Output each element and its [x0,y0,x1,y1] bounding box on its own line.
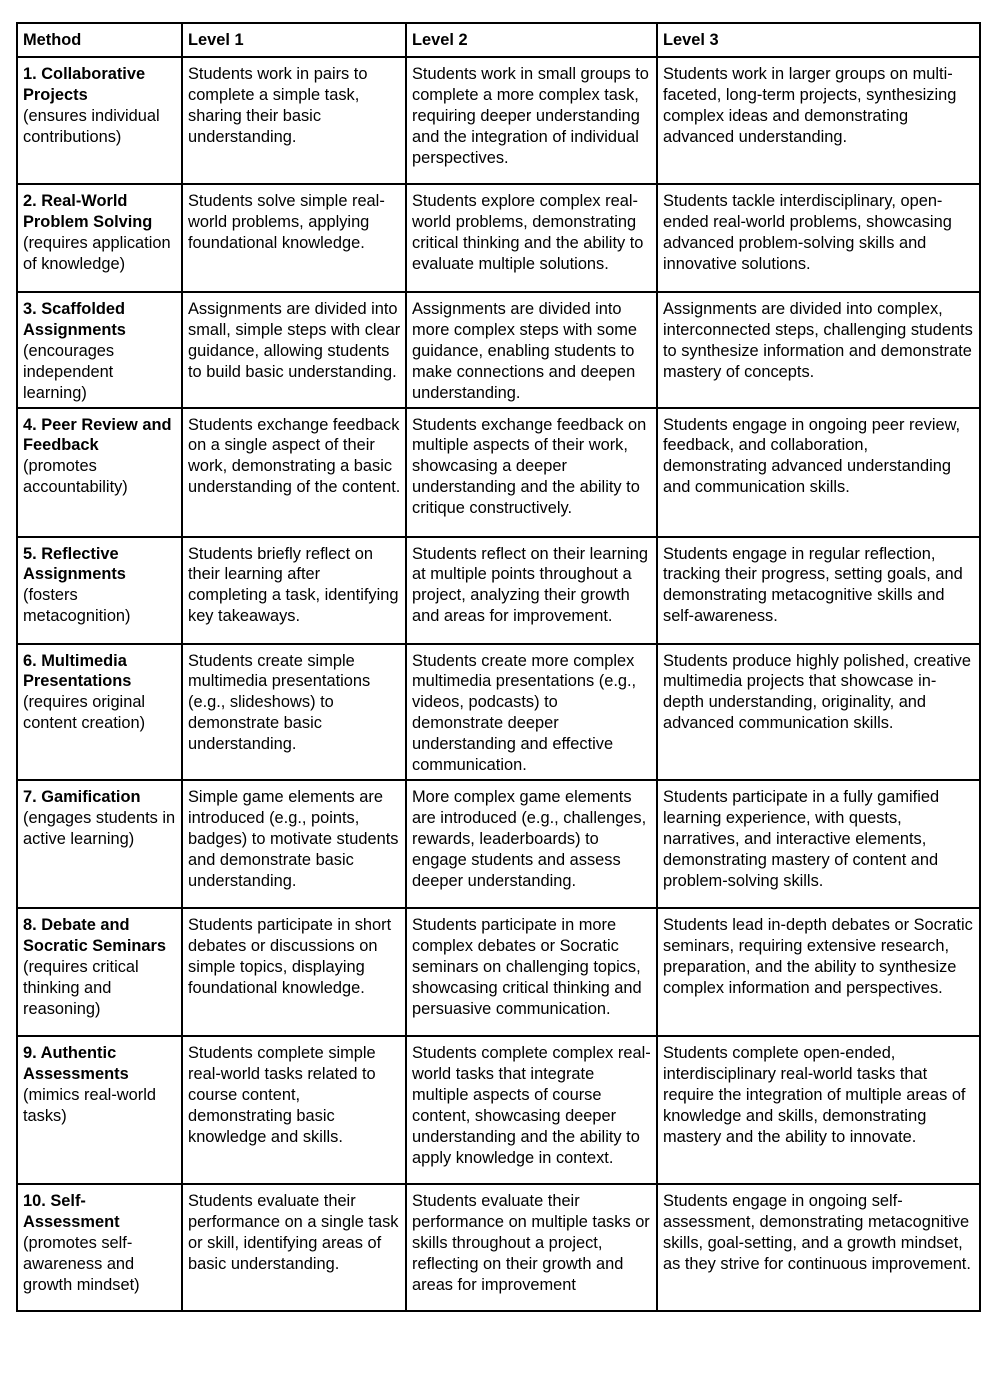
level-3-cell: Students produce highly polished, creative multimedia projects that showcase in-depth understanding, originality, and advanced communication skills. [657,644,980,780]
method-name: 3. Scaffolded Assignments [23,300,126,339]
table-header-row [17,23,980,57]
method-cell [17,908,182,1036]
method-cell [17,292,182,408]
method-cell [17,537,182,644]
level-1-cell: Students briefly reflect on their learning after completing a task, identifying key takeaways. [182,537,406,644]
level-1-cell: Students solve simple real-world problems, applying foundational knowledge. [182,184,406,292]
level-1-cell: Students evaluate their performance on a single task or skill, identifying areas of basic understanding. [182,1184,406,1311]
level-3-cell: Students participate in a fully gamified learning experience, with quests, narratives, and interactive elements, demonstrating mastery of content and problem-solving skills. [657,780,980,908]
table-row [17,1184,980,1311]
level-2-cell: Students evaluate their performance on multiple tasks or skills throughout a project, reflecting on their growth and areas for improvement [406,1184,657,1311]
level-3-cell: Students work in larger groups on multi-faceted, long-term projects, synthesizing complex ideas and demonstrating advanced understanding. [657,57,980,184]
table-row [17,537,980,644]
level-1-cell: Simple game elements are introduced (e.g., points, badges) to motivate students and demonstrate basic understanding. [182,780,406,908]
method-cell [17,644,182,780]
level-2-cell: Students create more complex multimedia presentations (e.g., videos, podcasts) to demonstrate deeper understanding and effective communication. [406,644,657,780]
level-3-cell: Assignments are divided into complex, interconnected steps, challenging students to synthesize information and demonstrate mastery of concepts. [657,292,980,408]
level-1-cell: Students participate in short debates or discussions on simple topics, displaying foundational knowledge. [182,908,406,1036]
level-1-cell: Students complete simple real-world tasks related to course content, demonstrating basic knowledge and skills. [182,1036,406,1184]
level-3-cell: Students engage in ongoing peer review, feedback, and collaboration, demonstrating advanced understanding and communication skills. [657,408,980,537]
method-name: 5. Reflective Assignments [23,544,126,584]
method-cell [17,1036,182,1184]
method-cell [17,780,182,908]
method-name: 4. Peer Review and Feedback [23,415,172,455]
level-1-cell: Assignments are divided into small, simple steps with clear guidance, allowing students to build basic understanding. [182,292,406,408]
method-name: 2. Real-World Problem Solving [23,192,153,231]
level-3-cell: Students complete open-ended, interdisciplinary real-world tasks that require the integration of multiple areas of knowledge and skills, demonstrating mastery and the ability to innovate. [657,1036,980,1184]
method-note: (encourages independent learning) [23,341,115,402]
level-2-cell: Assignments are divided into more complex steps with some guidance, enabling students to make connections and deepen understanding. [406,292,657,408]
table-row [17,908,980,1036]
table-row [17,292,980,408]
level-2-cell: Students participate in more complex debates or Socratic seminars on challenging topics, showcasing critical thinking and persuasive communication. [406,908,657,1036]
method-name: 7. Gamification [23,787,141,806]
method-note: (promotes accountability) [23,457,128,497]
table-row [17,780,980,908]
method-note: (fosters metacognition) [23,586,131,626]
method-note: (promotes self-awareness and growth mindset) [23,1233,140,1294]
level-2-cell: Students work in small groups to complete a more complex task, requiring deeper understanding and the integration of individual perspectives. [406,57,657,184]
level-2-cell: Students complete complex real-world tasks that integrate multiple aspects of course content, showcasing deeper understanding and the ability to apply knowledge in context. [406,1036,657,1184]
header-level-2: Level 2 [406,23,657,57]
level-3-cell: Students engage in ongoing self-assessment, demonstrating metacognitive skills, goal-setting, and a growth mindset, as they strive for continuous improvement. [657,1184,980,1311]
method-cell [17,408,182,537]
level-1-cell: Students create simple multimedia presentations (e.g., slideshows) to demonstrate basic understanding. [182,644,406,780]
level-2-cell: Students explore complex real-world problems, demonstrating critical thinking and the ability to evaluate multiple solutions. [406,184,657,292]
level-3-cell: Students tackle interdisciplinary, open-ended real-world problems, showcasing advanced problem-solving skills and innovative solutions. [657,184,980,292]
method-note: (requires application of knowledge) [23,233,171,273]
level-2-cell: Students exchange feedback on multiple aspects of their work, showcasing a deeper understanding and the ability to critique constructively. [406,408,657,537]
method-note: (requires original content creation) [23,693,146,733]
document-page [16,22,979,1312]
table-row [17,184,980,292]
level-1-cell: Students work in pairs to complete a simple task, sharing their basic understanding. [182,57,406,184]
level-2-cell: Students reflect on their learning at multiple points throughout a project, analyzing their growth and areas for improvement. [406,537,657,644]
method-cell [17,184,182,292]
header-level-3: Level 3 [657,23,980,57]
table-row [17,644,980,780]
header-method: Method [17,23,182,57]
header-level-1: Level 1 [182,23,406,57]
level-3-cell: Students lead in-depth debates or Socratic seminars, requiring extensive research, preparation, and the ability to synthesize complex information and perspectives. [657,908,980,1036]
level-1-cell: Students exchange feedback on a single aspect of their work, demonstrating a basic understanding of the content. [182,408,406,537]
method-name: 10. Self-Assessment [23,1191,120,1231]
method-note: (mimics real-world tasks) [23,1085,156,1125]
method-name: 8. Debate and Socratic Seminars [23,915,167,955]
table-row [17,408,980,537]
method-cell [17,1184,182,1311]
method-name: 1. Collaborative Projects [23,65,146,104]
level-2-cell: More complex game elements are introduced (e.g., challenges, rewards, leaderboards) to engage students and assess deeper understanding. [406,780,657,908]
table-row [17,1036,980,1184]
method-cell [17,57,182,184]
methods-table [16,22,981,1312]
table-row [17,57,980,184]
level-3-cell: Students engage in regular reflection, tracking their progress, setting goals, and demonstrating metacognitive skills and self-awareness. [657,537,980,644]
method-name: 9. Authentic Assessments [23,1043,129,1083]
method-note: (engages students in active learning) [23,808,176,848]
method-name: 6. Multimedia Presentations [23,651,132,691]
method-note: (requires critical thinking and reasoning) [23,957,139,1018]
method-note: (ensures individual contributions) [23,106,160,146]
